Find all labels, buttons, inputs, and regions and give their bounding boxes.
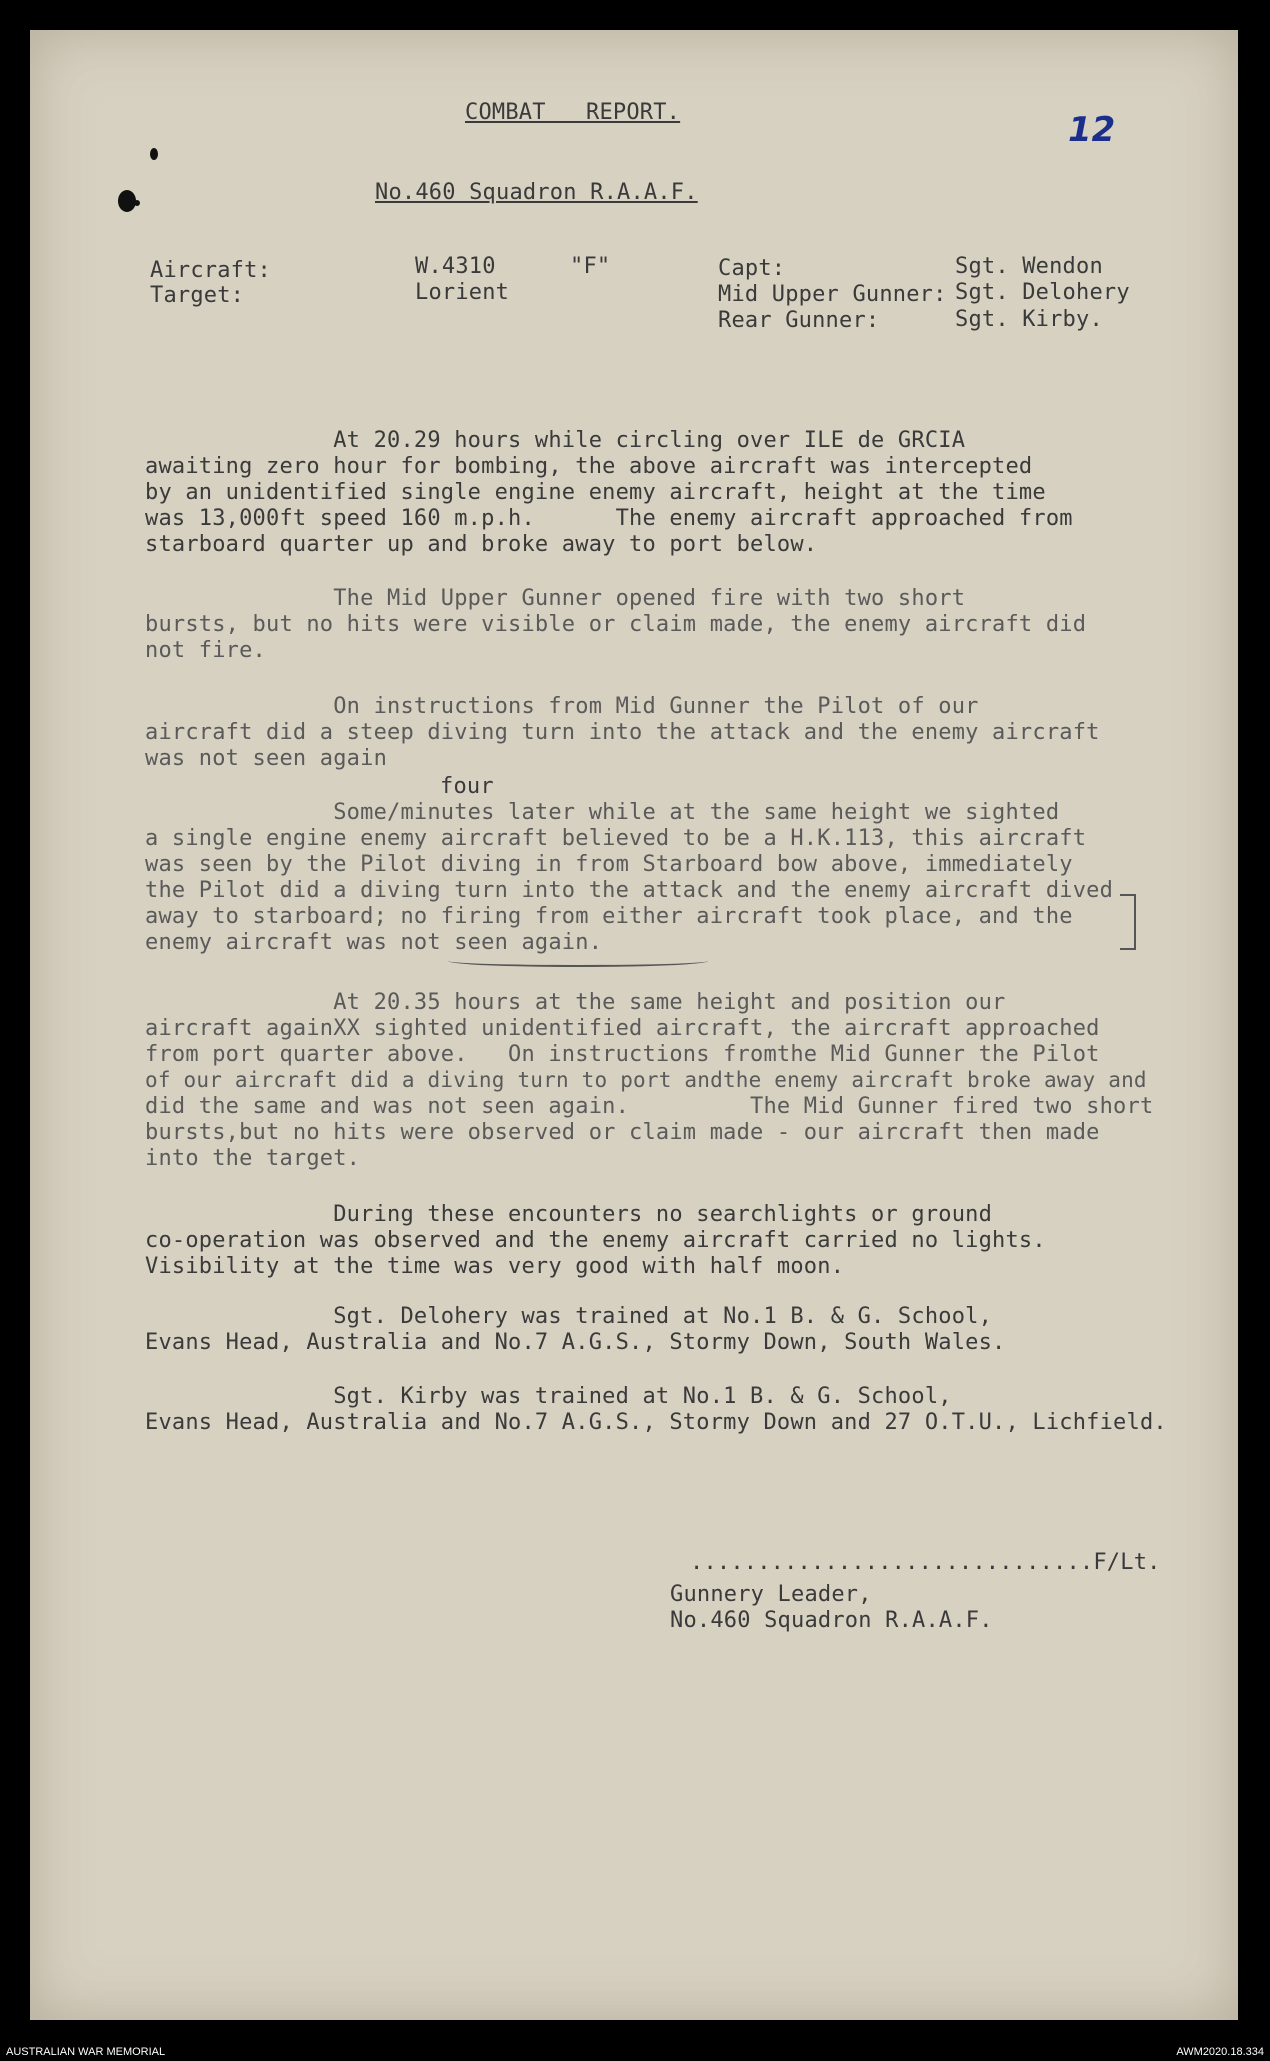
mid-upper-value: Sgt. Delohery [955, 280, 1130, 305]
body-line: starboard quarter up and broke away to port below. [145, 532, 818, 557]
aircraft-letter: "F" [570, 254, 611, 279]
ink-blot [150, 148, 158, 160]
footer-archive-name: AUSTRALIAN WAR MEMORIAL [6, 2046, 166, 2058]
body-line: a single engine enemy aircraft believed to be a H.K.113, this aircraft [145, 826, 1087, 851]
document-page [30, 30, 1238, 2020]
capt-label: Capt: [718, 256, 786, 281]
body-line: into the target. [145, 1146, 361, 1171]
body-line: the Pilot did a diving turn into the attack and the enemy aircraft dived [145, 878, 1114, 903]
body-line: co-operation was observed and the enemy aircraft carried no lights. [145, 1228, 1046, 1253]
body-line: Visibility at the time was very good with half moon. [145, 1254, 845, 1279]
body-line: Sgt. Delohery was trained at No.1 B. & G. School, [145, 1304, 993, 1329]
body-line: On instructions from Mid Gunner the Pilot of our [145, 694, 979, 719]
capt-value: Sgt. Wendon [955, 254, 1103, 279]
page-number: 12 [1068, 110, 1116, 150]
aircraft-label: Aircraft: [150, 258, 272, 283]
body-line: not fire. [145, 638, 267, 663]
body-line: At 20.35 hours at the same height and position our [145, 990, 1006, 1015]
body-line: was not seen again [145, 746, 388, 771]
body-line: Some/minutes later while at the same height we sighted [145, 800, 1060, 825]
body-line: bursts,but no hits were observed or claim made - our aircraft then made [145, 1120, 1100, 1145]
target-value: Lorient [415, 280, 510, 305]
body-line: by an unidentified single engine enemy aircraft, height at the time [145, 480, 1046, 505]
body-line: Evans Head, Australia and No.7 A.G.S., Stormy Down and 27 O.T.U., Lichfield. [145, 1410, 1167, 1435]
target-label: Target: [150, 283, 245, 308]
body-line: enemy aircraft was not seen again. [145, 930, 603, 955]
signature-line: ..............................F/Lt. [690, 1550, 1161, 1575]
signature-unit: No.460 Squadron R.A.A.F. [670, 1608, 993, 1633]
handwritten-bracket [1120, 894, 1136, 950]
body-line: away to starboard; no firing from either aircraft took place, and the [145, 904, 1073, 929]
aircraft-value: W.4310 [415, 254, 496, 279]
body-line: of our aircraft did a diving turn to port andthe enemy aircraft broke away and [145, 1068, 1147, 1092]
body-line: Sgt. Kirby was trained at No.1 B. & G. School, [145, 1384, 952, 1409]
handwritten-underline [448, 955, 708, 967]
rear-gunner-label: Rear Gunner: [718, 308, 880, 333]
body-line: aircraft did a steep diving turn into the attack and the enemy aircraft [145, 720, 1100, 745]
footer-reference: AWM2020.18.334 [1176, 2046, 1264, 2058]
body-line: During these encounters no searchlights or ground [145, 1202, 993, 1227]
mid-upper-label: Mid Upper Gunner: [718, 282, 947, 307]
body-line: At 20.29 hours while circling over ILE de GRCIA [145, 428, 966, 453]
rear-gunner-value: Sgt. Kirby. [955, 307, 1103, 332]
body-line: aircraft againXX sighted unidentified aircraft, the aircraft approached [145, 1016, 1100, 1041]
insertion-text: four [440, 774, 494, 799]
body-line: awaiting zero hour for bombing, the above aircraft was intercepted [145, 454, 1033, 479]
squadron-heading: No.460 Squadron R.A.A.F. [375, 180, 698, 205]
body-line: was 13,000ft speed 160 m.p.h. The enemy aircraft approached from [145, 506, 1073, 531]
body-line: was seen by the Pilot diving in from Starboard bow above, immediately [145, 852, 1073, 877]
body-line: did the same and was not seen again. The Mid Gunner fired two short [145, 1094, 1154, 1119]
signature-role: Gunnery Leader, [670, 1582, 872, 1607]
ink-blot [134, 200, 140, 206]
body-line: bursts, but no hits were visible or claim made, the enemy aircraft did [145, 612, 1087, 637]
body-line: The Mid Upper Gunner opened fire with two short [145, 586, 966, 611]
body-line: from port quarter above. On instructions fromthe Mid Gunner the Pilot [145, 1042, 1100, 1067]
report-title: COMBAT REPORT. [465, 100, 681, 125]
body-line: Evans Head, Australia and No.7 A.G.S., Stormy Down, South Wales. [145, 1330, 1006, 1355]
